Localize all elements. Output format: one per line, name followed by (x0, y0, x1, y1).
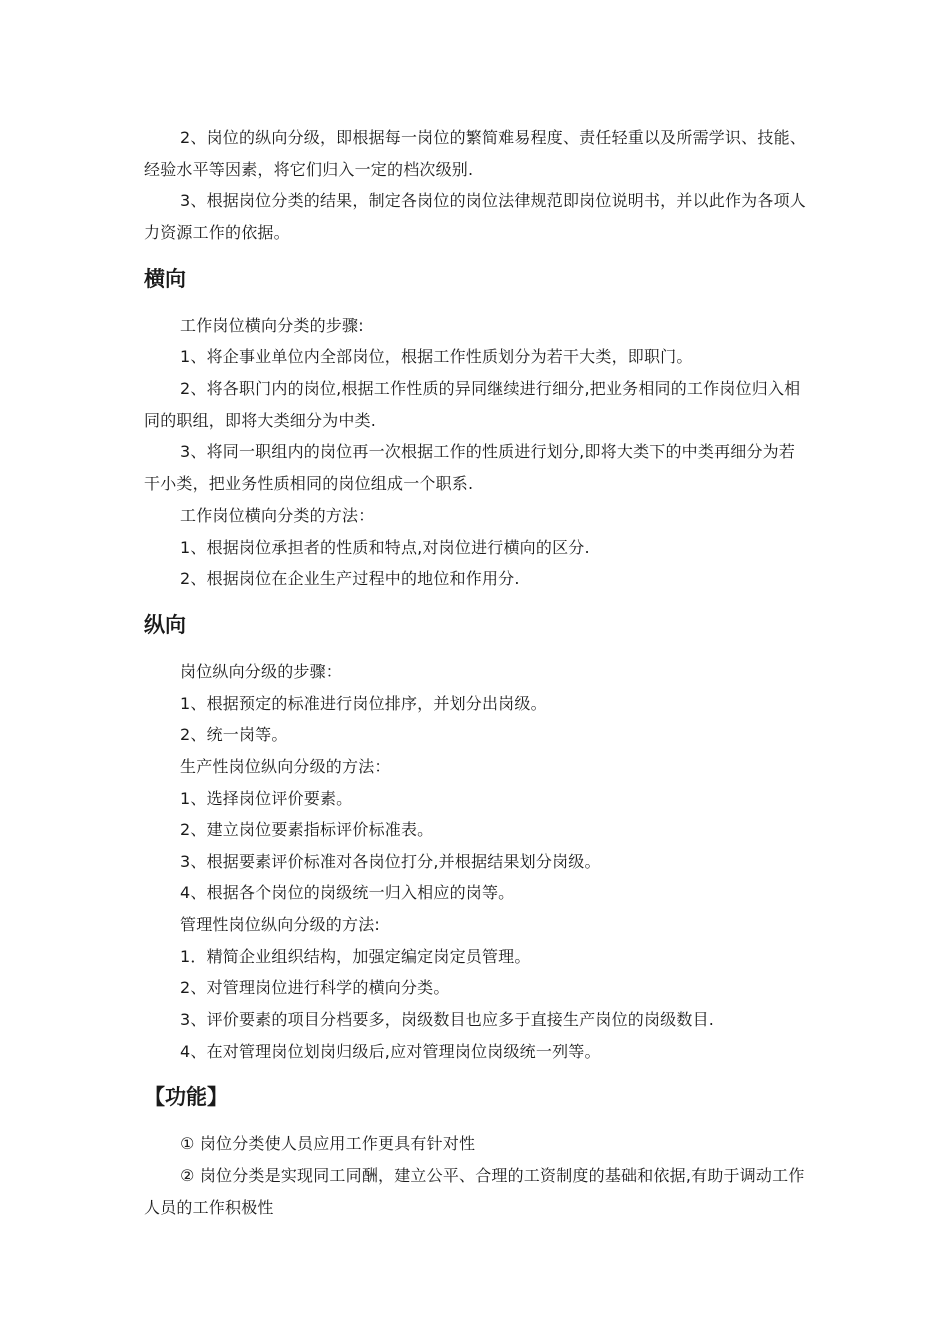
paragraph: 4、根据各个岗位的岗级统一归入相应的岗等。 (180, 883, 515, 902)
paragraph: 岗位纵向分级的步骤： (180, 662, 343, 681)
paragraph: 3、评价要素的项目分档要多，岗级数目也应多于直接生产岗位的岗级数目. (180, 1010, 715, 1029)
paragraph: 4、在对管理岗位划岗归级后,应对管理岗位岗级统一列等。 (180, 1042, 601, 1061)
paragraph: 3、根据岗位分类的结果，制定各岗位的岗位法律规范即岗位说明书，并以此作为各项人力资源工作的依据。 (144, 191, 806, 242)
paragraph: 管理性岗位纵向分级的方法: (180, 915, 380, 934)
paragraph: 3、将同一职组内的岗位再一次根据工作的性质进行划分,即将大类下的中类再细分为若干小类，把业务性质相同的岗位组成一个职系. (144, 442, 796, 493)
section-heading-horizontal: 横向 (144, 267, 186, 291)
section-heading-function: 【功能】 (144, 1085, 228, 1109)
paragraph: 1、选择岗位评价要素。 (180, 789, 353, 808)
paragraph: 2、根据岗位在企业生产过程中的地位和作用分. (180, 569, 520, 588)
paragraph: 2、对管理岗位进行科学的横向分类。 (180, 978, 450, 997)
paragraph: 生产性岗位纵向分级的方法： (180, 757, 391, 776)
paragraph: 1、根据岗位承担者的性质和特点,对岗位进行横向的区分. (180, 538, 590, 557)
paragraph: 3、根据要素评价标准对各岗位打分,并根据结果划分岗级。 (180, 852, 601, 871)
paragraph: ① 岗位分类使人员应用工作更具有针对性 (180, 1134, 476, 1153)
paragraph: 工作岗位横向分类的步骤: (180, 316, 364, 335)
paragraph: ② 岗位分类是实现同工同酬，建立公平、合理的工资制度的基础和依据,有助于调动工作人员的工作积极性 (144, 1166, 805, 1217)
paragraph: 1、根据预定的标准进行岗位排序，并划分出岗级。 (180, 694, 547, 713)
paragraph: 2、将各职门内的岗位,根据工作性质的异同继续进行细分,把业务相同的工作岗位归入相同的职组，即将大类细分为中类. (144, 379, 801, 430)
paragraph: 2、统一岗等。 (180, 725, 288, 744)
paragraph: 工作岗位横向分类的方法： (180, 506, 375, 525)
paragraph: 1、将企事业单位内全部岗位，根据工作性质划分为若干大类，即职门。 (180, 347, 693, 366)
paragraph: 2、建立岗位要素指标评价标准表。 (180, 820, 434, 839)
section-heading-vertical: 纵向 (144, 613, 186, 637)
paragraph: 1．精简企业组织结构，加强定编定岗定员管理。 (180, 947, 531, 966)
paragraph: 2、岗位的纵向分级，即根据每一岗位的繁简难易程度、责任轻重以及所需学识、技能、经验水平等因素，将它们归入一定的档次级别. (144, 128, 806, 179)
